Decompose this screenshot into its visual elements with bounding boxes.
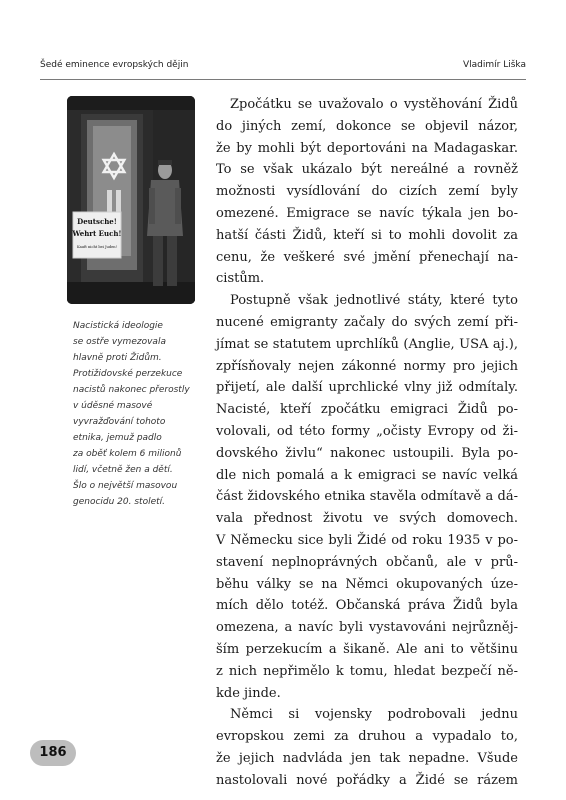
text-line: vala přednost životu ve svých domovech.: [216, 511, 518, 527]
caption-line: se ostře vymezovala: [73, 337, 166, 347]
caption-line: za oběť kolem 6 milionů: [73, 449, 182, 459]
text-line: z nich nepřimělo k tomu, hledat bezpečí ně-: [216, 663, 518, 679]
text-line: volovali, od této formy „očisty Evropy od ži-: [216, 423, 518, 439]
text-line: přijetí, ale další uprchlické vlny již odmítaly.: [216, 380, 518, 396]
text-line: cenu, že veškeré své jmění přenechají na-: [216, 249, 518, 265]
text-line: že by mohli být deportováni na Madagaskar.: [216, 140, 518, 156]
page-number: 186: [39, 745, 67, 760]
text-line: omezené. Emigrace se navíc týkala jen bo-: [216, 205, 518, 221]
paragraph: [216, 290, 518, 704]
caption-line: Šlo o největší masovou: [73, 481, 178, 491]
text-line: mích dělo totéž. Občanská práva Židů byla: [216, 598, 518, 614]
sign-line-1: Deutsche!: [77, 217, 117, 226]
caption-line: lidí, včetně žen a dětí.: [73, 465, 173, 475]
caption-line: etnika, jemuž padlo: [73, 433, 162, 443]
text-line: běhu války se na Němci okupovaných úze-: [216, 576, 518, 592]
caption-line: vyvražďování tohoto: [73, 417, 166, 427]
text-line: jímat se statutem uprchlíků (Anglie, USA aj.),: [216, 336, 518, 352]
text-line: do jiných zemí, dokonce se objevil názor,: [216, 118, 518, 134]
caption-line: v úděsné masové: [73, 401, 153, 411]
text-line: část židovského etnika stavěla odmítavě a dá-: [216, 489, 518, 505]
text-line: Postupně však jednotlivé státy, které tyto: [230, 293, 518, 309]
text-line: ším perzekucím a šikaně. Ale ani to většinu: [216, 641, 518, 657]
text-line: V Německu sice byli Židé od roku 1935 v po-: [216, 532, 518, 548]
book-title: Šedé eminence evropských dějin: [40, 60, 189, 70]
text-line: Zpočátku se uvažovalo o vystěhování Židů: [230, 97, 518, 112]
text-line: dovského živlu“ nakonec ustoupili. Byla po-: [216, 445, 518, 461]
main-text-column: [216, 94, 518, 792]
text-line: kde jinde.: [216, 685, 281, 701]
photo-caption: [73, 318, 201, 510]
boycott-sign: [71, 212, 121, 258]
text-line: Němci si vojensky podrobovali jednu: [230, 707, 518, 723]
caption-line: nacistů nakonec přerostly: [73, 385, 190, 395]
text-line: evropskou zemi za druhou a vypadalo to,: [216, 729, 518, 745]
text-line: stavení neplnoprávných občanů, ale v prů-: [216, 554, 518, 570]
author-name: Vladimír Liška: [463, 60, 526, 70]
text-line: možnosti vysídlování do cizích zemí byly: [216, 184, 518, 200]
text-line: nastolovali nové pořádky a Židé se rázem: [216, 772, 518, 788]
text-line: omezena, a navíc byli vystavováni nejrůzněj-: [216, 620, 518, 636]
running-header: [40, 60, 526, 74]
text-line: zpřísňovaly nejen zákonné normy pro jejich: [216, 358, 518, 374]
sign-line-3: Kauft nicht bei Juden!: [76, 245, 118, 249]
text-line: hatší části Židů, kteří si to mohli dovolit za: [216, 227, 518, 243]
caption-line: genocidu 20. století.: [73, 497, 166, 507]
text-line: že jejich nadvláda jen tak nepadne. Všude: [216, 750, 518, 766]
text-line: nucené emigranty začaly do svých zemí při-: [216, 314, 518, 330]
caption-line: Protižidovské perzekuce: [73, 369, 183, 379]
paragraph: [216, 94, 518, 290]
paragraph: [216, 704, 518, 791]
text-line: cistům.: [216, 271, 265, 287]
sign-line-2: Wehrt Euch!: [72, 229, 122, 238]
text-line: To se však ukázalo být nereálné a rovněž: [216, 162, 518, 178]
caption-line: hlavně proti Židům.: [73, 353, 162, 363]
text-line: dle nich pomalá a k emigraci se navíc velká: [216, 467, 518, 483]
page-number-badge: [30, 740, 76, 766]
historical-photo: [67, 96, 195, 304]
header-rule: [40, 79, 526, 80]
text-line: Nacisté, kteří zpočátku emigraci Židů po-: [216, 402, 518, 418]
caption-line: Nacistická ideologie: [73, 321, 163, 331]
